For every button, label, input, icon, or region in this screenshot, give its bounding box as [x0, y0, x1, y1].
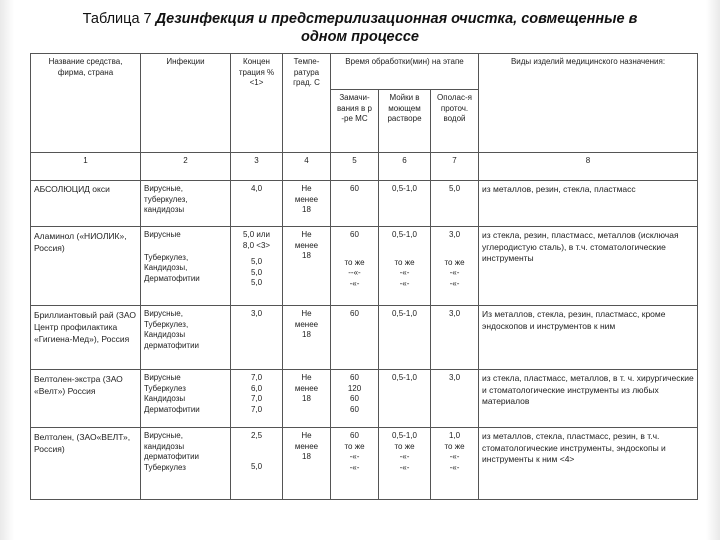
concentration-cell: 3,0: [231, 306, 283, 370]
header-rinse: Ополас-я проточ. водой: [431, 90, 479, 153]
concentration-cell: 7,0 6,0 7,0 7,0: [231, 370, 283, 428]
concentration-cell: 4,0: [231, 181, 283, 227]
temperature-cell: Не менее 18: [283, 428, 331, 500]
table-number: Таблица 7: [82, 11, 152, 27]
title-line-1: Дезинфекция и предстерилизационная очистка, совмещенные в: [155, 11, 638, 27]
soak-time-cell: 60: [331, 181, 379, 227]
wash-time-cell: 0,5-1,0: [379, 181, 431, 227]
column-number: 3: [231, 153, 283, 181]
items-cell: из металлов, стекла, пластмасс, резин, в т.ч. стоматологические инструменты, эндоскопы и инструменты к ним <4>: [479, 428, 698, 500]
header-items: Виды изделий медицинского назначения:: [479, 54, 698, 153]
table-row: [31, 227, 698, 306]
temperature-cell: Не менее 18: [283, 370, 331, 428]
column-number-row: [31, 153, 698, 181]
soak-time-cell: 60 то же --«- -«-: [331, 227, 379, 306]
infections-cell: Вирусные Туберкулез Кандидозы Дерматофитии: [141, 370, 231, 428]
table-row: [31, 428, 698, 500]
soak-time-cell: 60: [331, 306, 379, 370]
soak-time-cell: 60 120 60 60: [331, 370, 379, 428]
column-number: 4: [283, 153, 331, 181]
table-row: [31, 370, 698, 428]
product-name: Велтолен-экстра (ЗАО «Велт») Россия: [31, 370, 141, 428]
title-line-2: одном процессе: [300, 29, 419, 45]
product-name: Бриллиантовый рай (ЗАО Центр профилактика «Гигиена-Мед»), Россия: [31, 306, 141, 370]
column-number: 7: [431, 153, 479, 181]
disinfection-table: [30, 53, 698, 500]
rinse-time-cell: 5,0: [431, 181, 479, 227]
table-row: [31, 306, 698, 370]
header-concentration: Концен трация %<1>: [231, 54, 283, 153]
product-name: Велтолен, (ЗАО«ВЕЛТ», Россия): [31, 428, 141, 500]
items-cell: из металлов, резин, стекла, пластмасс: [479, 181, 698, 227]
wash-time-cell: 0,5-1,0: [379, 370, 431, 428]
wash-time-cell: 0,5-1,0: [379, 306, 431, 370]
rinse-time-cell: 3,0: [431, 306, 479, 370]
header-soak: Замачи- вания в р -ре МС: [331, 90, 379, 153]
column-number: 8: [479, 153, 698, 181]
infections-cell: Вирусные, Туберкулез, Кандидозы дерматофитии: [141, 306, 231, 370]
header-infections: Инфекции: [141, 54, 231, 153]
infections-cell: Вирусные Туберкулез, Кандидозы, Дерматофитии: [141, 227, 231, 306]
column-number: 2: [141, 153, 231, 181]
items-cell: из стекла, резин, пластмасс, металлов (исключая углеродистую сталь), в т.ч. стоматологические инструменты: [479, 227, 698, 306]
column-number: 5: [331, 153, 379, 181]
header-time: Время обработки(мин) на этапе: [331, 54, 479, 90]
soak-time-cell: 60 то же -«- -«-: [331, 428, 379, 500]
column-number: 6: [379, 153, 431, 181]
wash-time-cell: 0,5-1,0 то же -«- -«-: [379, 428, 431, 500]
temperature-cell: Не менее 18: [283, 181, 331, 227]
table-row: [31, 181, 698, 227]
header-row: [31, 54, 698, 90]
infections-cell: Вирусные, кандидозы дерматофитии Туберкулез: [141, 428, 231, 500]
page-title: [30, 10, 690, 46]
items-cell: из стекла, пластмасс, металлов, в т. ч. хирургические и стоматологические инструменты из любых материалов: [479, 370, 698, 428]
temperature-cell: Не менее 18: [283, 227, 331, 306]
product-name: АБСОЛЮЦИД окси: [31, 181, 141, 227]
rinse-time-cell: 1,0 то же -«- -«-: [431, 428, 479, 500]
rinse-time-cell: 3,0: [431, 370, 479, 428]
header-wash: Мойки в моющем растворе: [379, 90, 431, 153]
header-temperature: Темпе- ратура град. С: [283, 54, 331, 153]
wash-time-cell: 0,5-1,0 то же -«- -«-: [379, 227, 431, 306]
temperature-cell: Не менее 18: [283, 306, 331, 370]
product-name: Аламинол («НИОЛИК», Россия): [31, 227, 141, 306]
concentration-cell: 5,0 или 8,0 <3> 5,0 5,0 5,0: [231, 227, 283, 306]
rinse-time-cell: 3,0 то же -«- -«-: [431, 227, 479, 306]
items-cell: Из металлов, стекла, резин, пластмасс, кроме эндоскопов и инструментов к ним: [479, 306, 698, 370]
header-name: Название средства, фирма, страна: [31, 54, 141, 153]
column-number: 1: [31, 153, 141, 181]
concentration-cell: 2,5 5,0: [231, 428, 283, 500]
infections-cell: Вирусные, туберкулез, кандидозы: [141, 181, 231, 227]
